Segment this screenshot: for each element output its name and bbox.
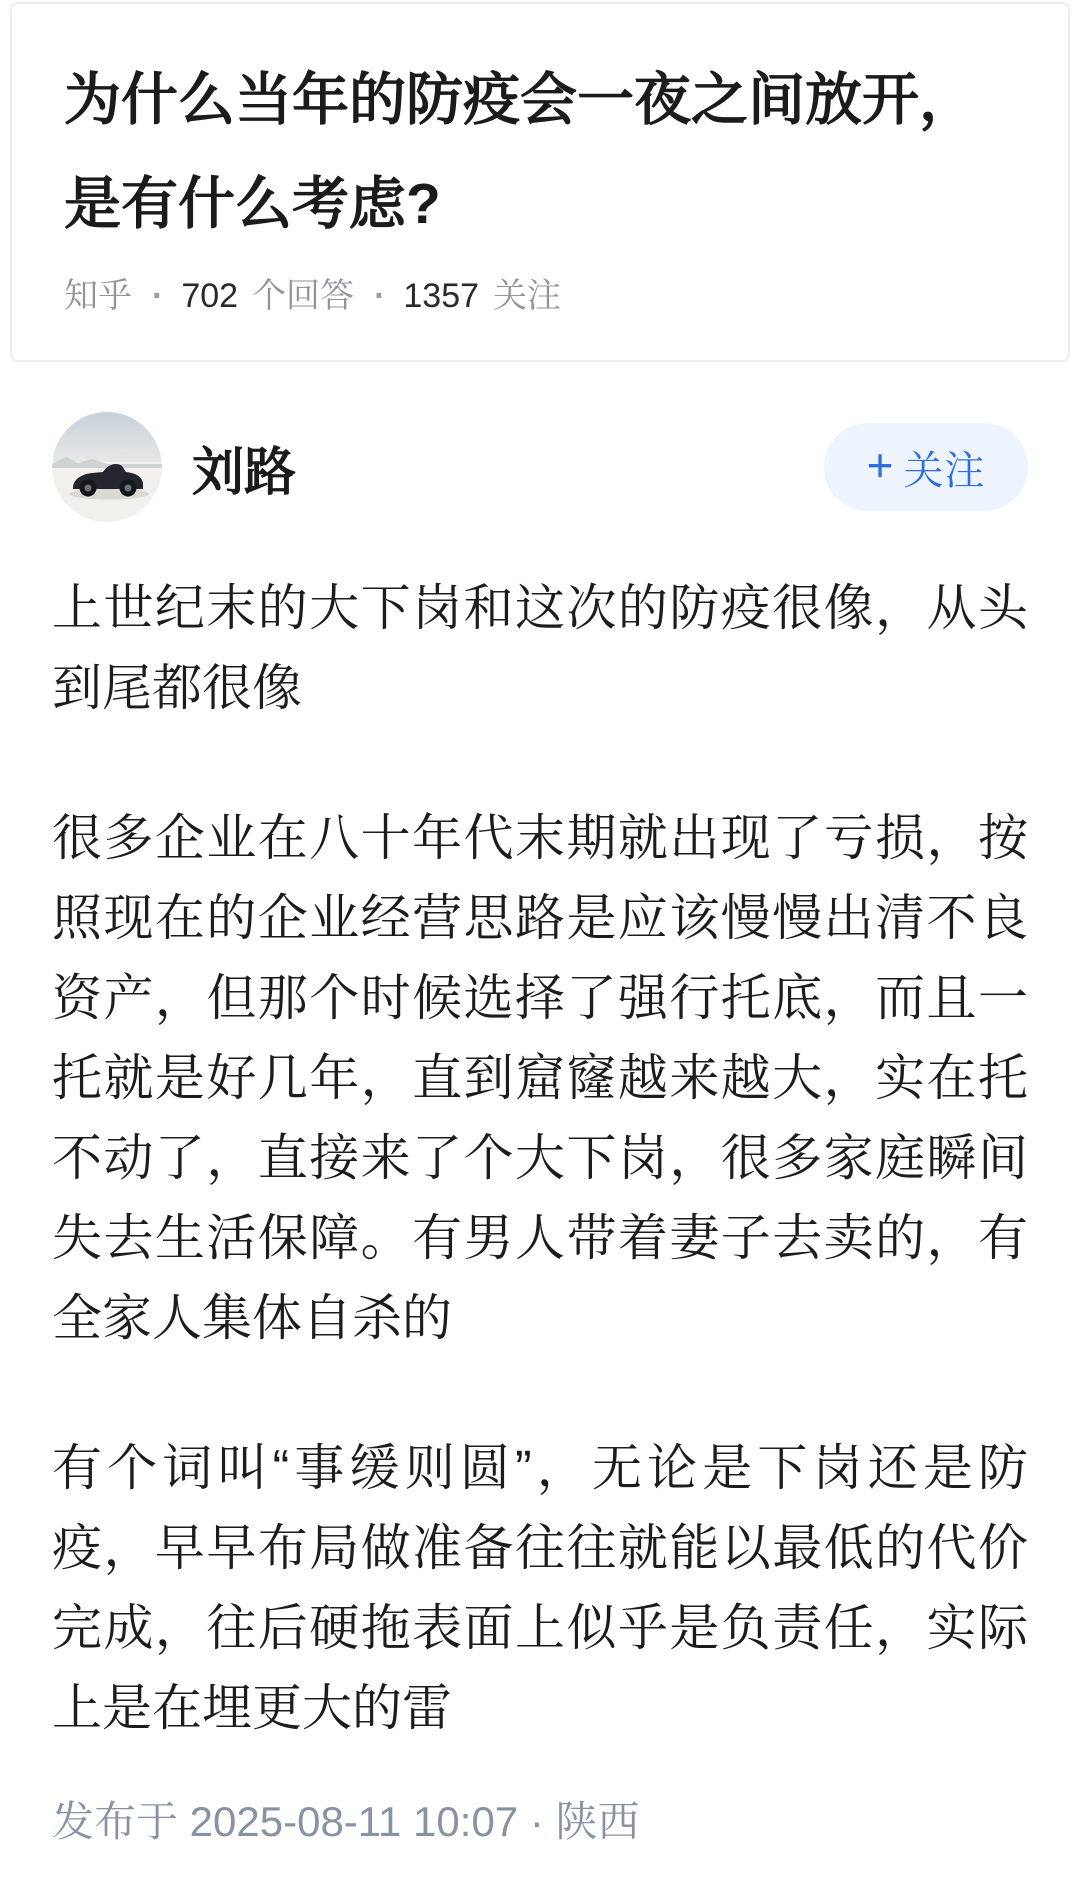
publish-info-text: 发布于 2025-08-11 10:07 · 陕西 [52, 1798, 640, 1845]
answer-paragraph: 上世纪末的大下岗和这次的防疫很像，从头到尾都很像 [52, 580, 1028, 716]
avatar[interactable] [52, 412, 162, 522]
answer-paragraph: 有个词叫“事缓则圆”，无论是下岗还是防疫，早早布局做准备往往就能以最低的代价完成，往后硬拖表面上似乎是负责任，实际上是在埋更大的雷 [52, 1440, 1028, 1736]
author[interactable] [52, 412, 296, 522]
publish-info [52, 1794, 1028, 1890]
answer-paragraph: 很多企业在八十年代末期就出现了亏损，按照现在的企业经营思路是应该慢慢出清不良资产，但那个时候选择了强行托底，而且一托就是好几年，直到窟窿越来越大，实在托不动了，直接来了个大下岗，很多家庭瞬间失去生活保障。有男人带着妻子去卖的，有全家人集体自杀的 [52, 810, 1028, 1346]
follow-button[interactable] [824, 423, 1028, 511]
meta-separator-dot: · [152, 277, 164, 315]
author-name[interactable]: 刘路 [192, 443, 297, 502]
question-meta [64, 274, 1016, 318]
source-label: 知乎 [64, 277, 132, 315]
followers-label: 关注 [493, 277, 562, 315]
question-title: 为什么当年的防疫会一夜之间放开，是有什么考虑? [64, 68, 976, 236]
plus-icon: + [866, 439, 894, 491]
answer-header [52, 412, 1028, 522]
car-avatar-icon [52, 412, 162, 522]
answers-count: 702 [181, 277, 239, 315]
followers-count: 1357 [403, 277, 480, 315]
follow-button-label: 关注 [903, 448, 986, 493]
answers-label: 个回答 [252, 277, 355, 315]
meta-separator-dot: · [374, 277, 386, 315]
answer-content [52, 568, 1028, 1748]
question-card[interactable] [10, 2, 1070, 362]
